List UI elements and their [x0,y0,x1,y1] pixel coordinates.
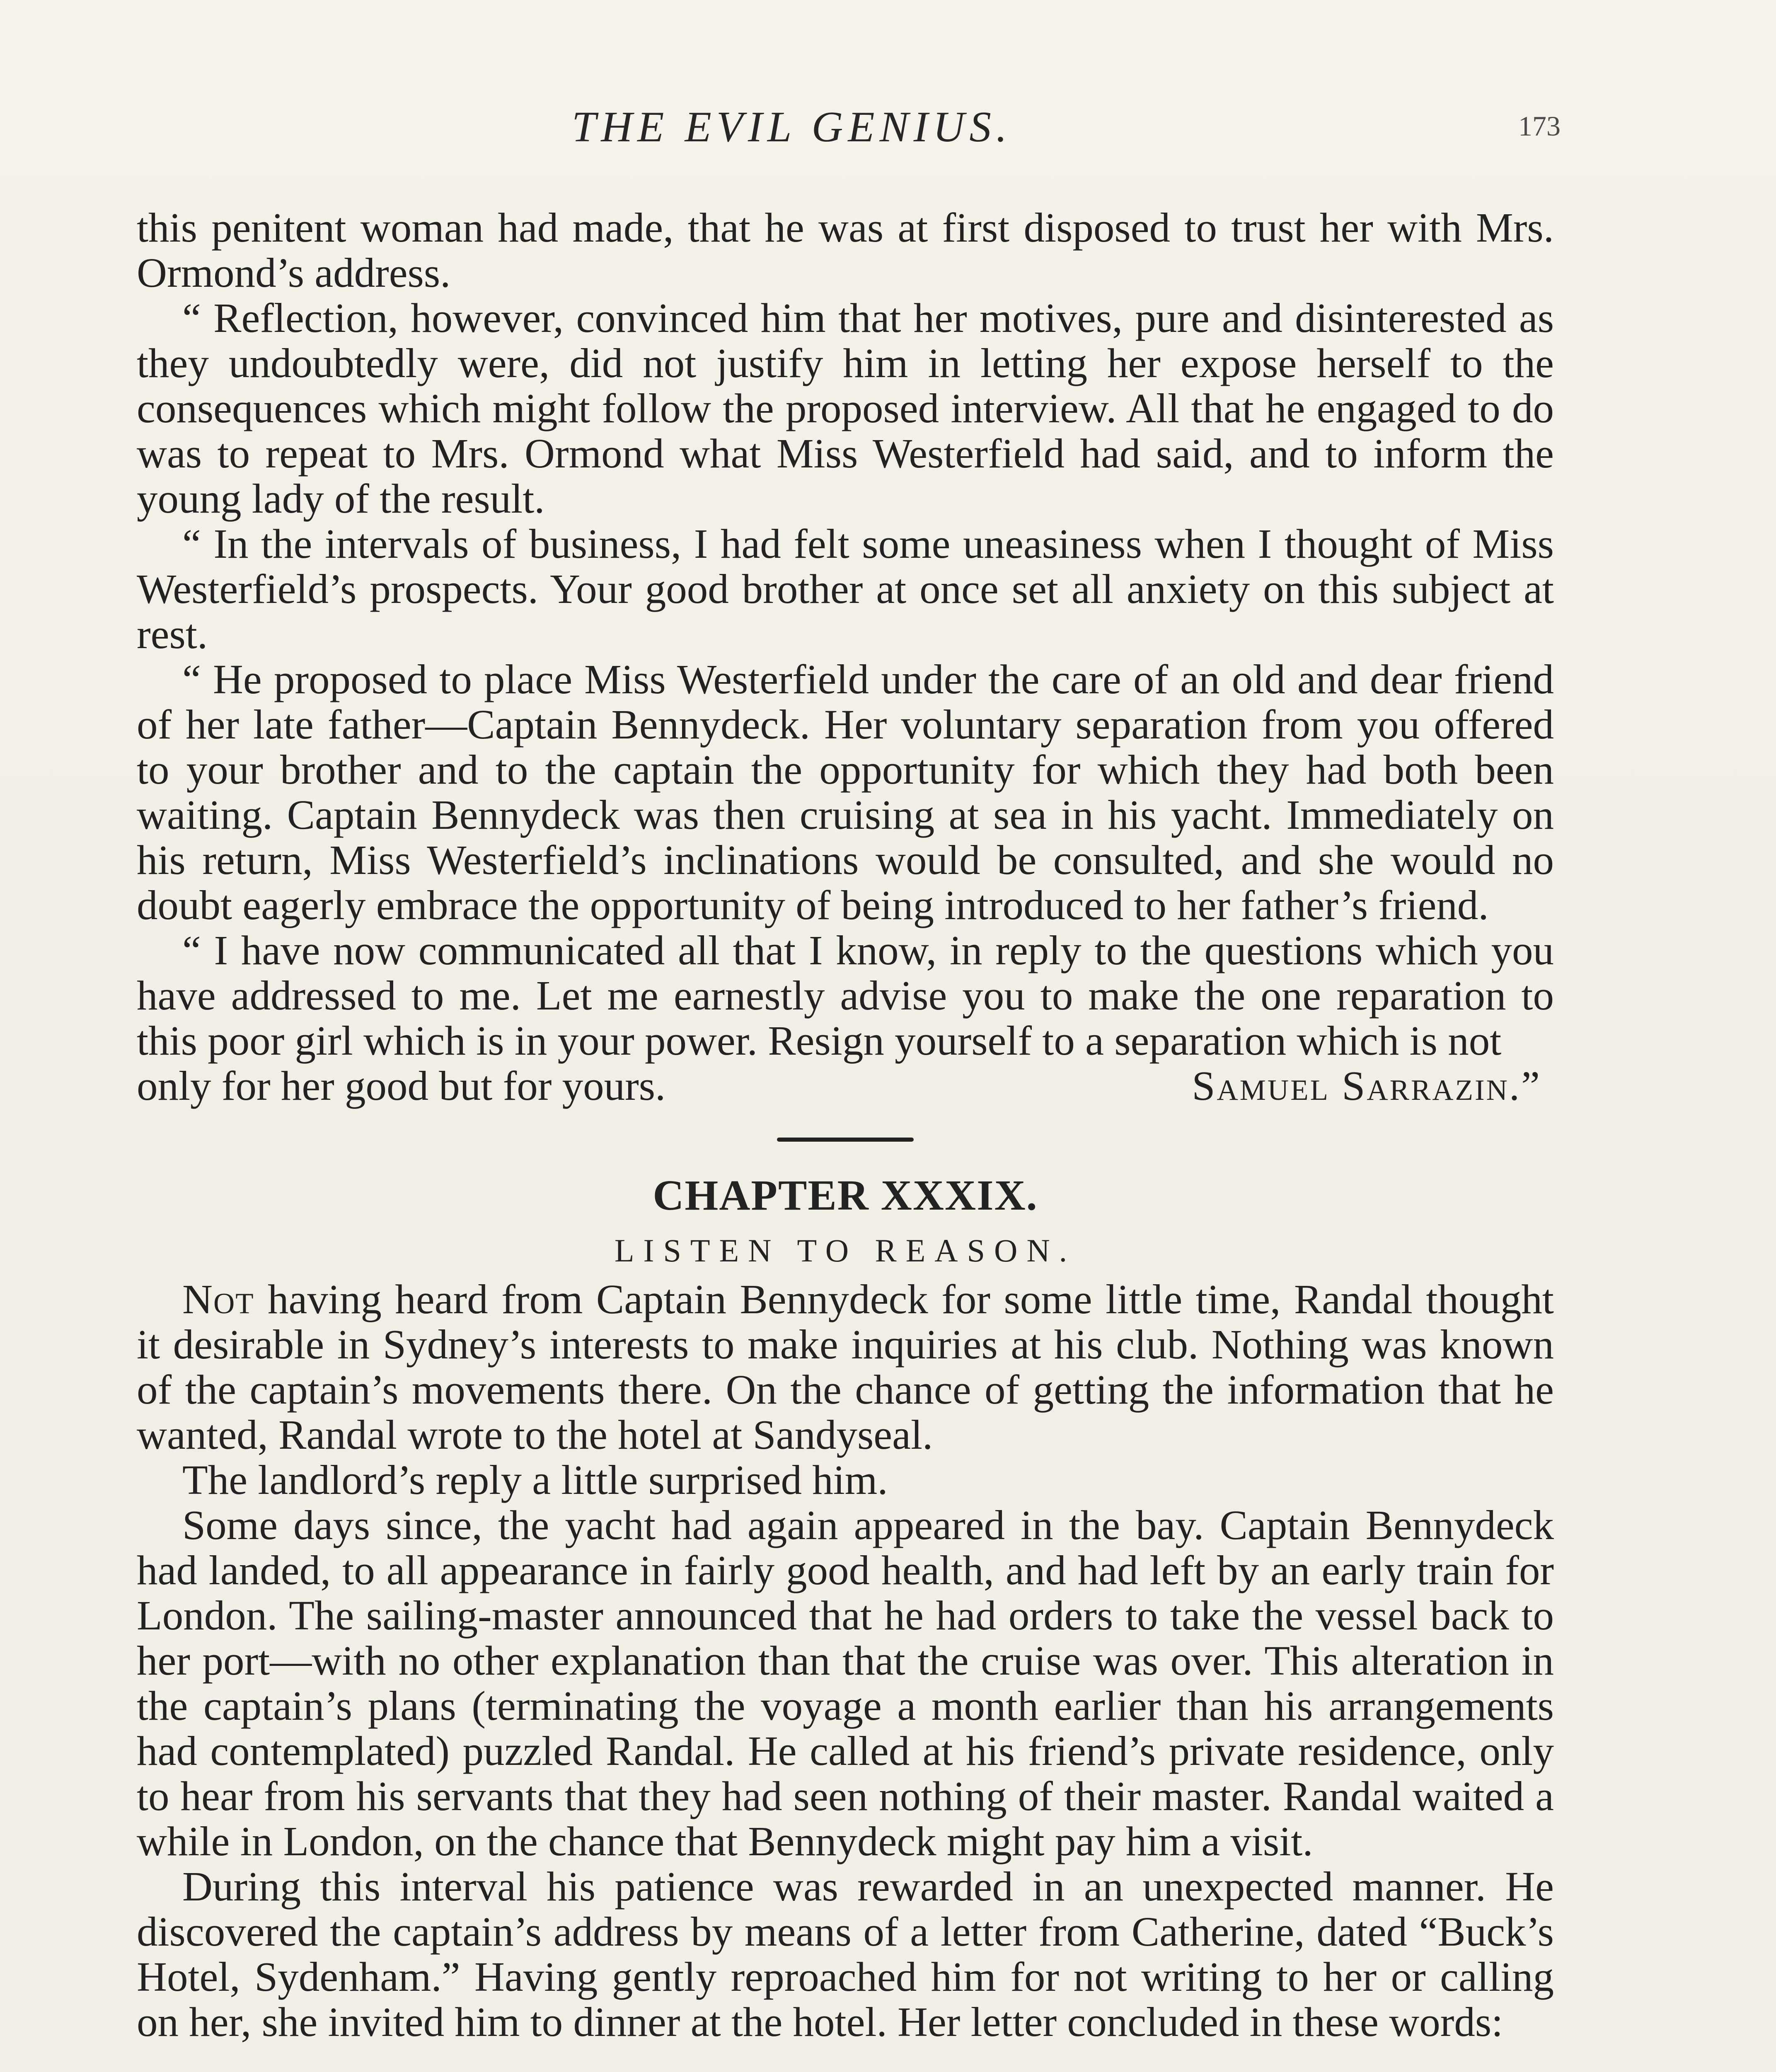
paragraph: “ I have now communicated all that I know, in reply to the questions which you have addressed to me. Let me earnestly advise you to make the one reparation to this poor girl which is in your power. Resign yourself to a separation which is not [137,927,1554,1064]
page-body [137,205,1554,2045]
closing-text: only for her good but for yours. [137,1063,666,1109]
opening-text: having heard from Captain Bennydeck for some little time, Randal thought it desirable in Sydney’s interests to make inquiries at his club. Nothing was known of the captain’s movements there. On the chance of getting the information that he wanted, Randal wrote to the hotel at Sandyseal. [137,1276,1554,1458]
paragraph: The landlord’s reply a little surprised him. [182,1457,888,1503]
letter-closing [137,1063,1554,1109]
paragraph: During this interval his patience was rewarded in an unexpected manner. He discovered the captain’s address by means of a letter from Catherine, dated “Buck’s Hotel, Sydenham.” Having gently reproached him for not writing to her or calling on her, she invited him to dinner at the hotel. Her letter concluded in these words: [137,1863,1554,2045]
paragraph: Some days since, the yacht had again appeared in the bay. Captain Bennydeck had landed, to all appearance in fairly good health, and had left by an early train for London. The sailing-master announced that he had orders to take the vessel back to her port—with no other explanation than that the cruise was over. This alteration in the captain’s plans (terminating the voyage a month earlier than his arrangements had contemplated) puzzled Randal. He called at his friend’s private residence, only to hear from his servants that they had seen nothing of their master. Randal waited a while in London, on the chance that Bennydeck might pay him a visit. [137,1502,1554,1864]
paragraph: “ He proposed to place Miss Westerfield under the care of an old and dear friend of her late father—Captain Bennydeck. Her voluntary separation from you offered to your brother and to the captain the opportunity for which they had both been waiting. Captain Bennydeck was then cruising at sea in his yacht. Immediately on his return, Miss Westerfield’s inclinations would be consulted, and she would no doubt eagerly embrace the opportunity of being introduced to her father’s friend. [137,656,1554,928]
running-title: THE EVIL GENIUS. [572,102,1012,151]
signature: Samuel Sarrazin.” [1192,1063,1541,1109]
paragraph: this penitent woman had made, that he was at first disposed to trust her with Mrs. Ormond’s address. [137,204,1554,296]
paragraph: “ In the intervals of business, I had felt some uneasiness when I thought of Miss Westerfield’s prospects. Your good brother at once set all anxiety on this subject at rest. [137,520,1554,657]
opening-word: Not [182,1276,254,1322]
running-head [0,102,1776,155]
chapter-opening-paragraph [137,1277,1554,1457]
chapter-subtitle: LISTEN TO REASON. [614,1232,1077,1268]
chapter-heading: CHAPTER XXXIX. [653,1172,1038,1219]
paragraph: “ Reflection, however, convinced him that her motives, pure and disinterested as they undoubtedly were, did not justify him in letting her expose herself to the consequences which might follow the proposed interview. All that he engaged to do was to repeat to Mrs. Ormond what Miss Westerfield had said, and to inform the young lady of the result. [137,295,1554,522]
page-number: 173 [1518,110,1561,142]
section-divider [777,1138,914,1142]
